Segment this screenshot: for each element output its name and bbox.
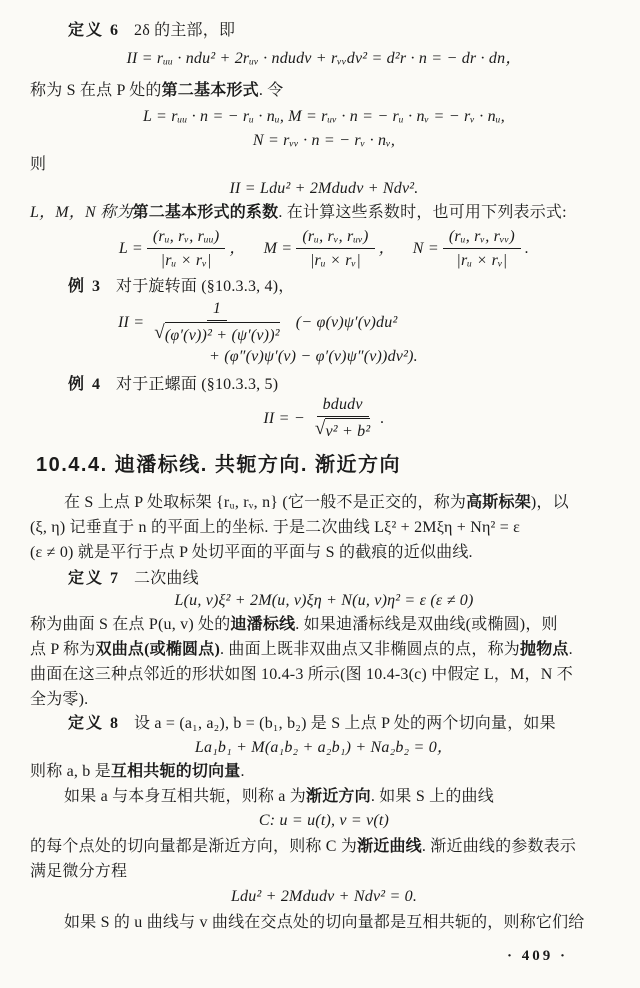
term-dupin-indicatrix: 迪潘标线 <box>230 616 296 633</box>
definition-6-label: 定义 6 <box>68 22 121 39</box>
fraction: bdudv √ v² + b² <box>309 394 377 442</box>
formula-N-coefficient: N = rᵥᵥ · n = − rᵥ · nᵥ, <box>252 132 396 149</box>
fraction: $\frac{\text{(rᵤ, rᵥ, rᵤᵤ)}}{\text{|rᵤ × rᵥ|}}$ <box>147 226 225 271</box>
definition-8-line <box>34 713 614 734</box>
term-conjugate-tangent-vectors: 互相共轭的切向量 <box>110 763 241 780</box>
term-coefficients: 第二基本形式的系数 <box>132 204 279 221</box>
definition-8-intro: 设 a = (a₁, a₂), b = (b₁, b₂) 是 S 上点 P 处的两个切向量，如果 <box>134 715 556 732</box>
definition-7-line <box>34 568 614 589</box>
definition-7-body-line3: 曲面在这三种点邻近的形状如图 10.4-3 所示(图 10.4-3(c) 中假定 L，M，N 不 <box>30 666 573 683</box>
asymptotic-curve-line1: 的每个点处的切向量都是渐近方向，则称 C 为渐近曲线. 渐近曲线的参数表示 <box>30 838 577 855</box>
definition-7-body-line1: 称为曲面 S 在点 P(u, v) 处的迪潘标线. 如果迪潘标线是双曲线(或椭圆)，则 <box>30 616 558 633</box>
definition-6-line <box>34 20 614 41</box>
fraction: 1 √ (φ′(v))² + (ψ′(v))² <box>148 298 285 346</box>
formula-surface-of-revolution: II = 1 √ (φ′(v))² + (ψ′(v))² (− φ(v)ψ′(v)du² <box>34 298 614 346</box>
definition-7-body-line2: 点 P 称为双曲点(或椭圆点). 曲面上既非双曲点又非椭圆点的点，称为抛物点. <box>30 641 573 658</box>
paragraph-coefficients: L，M，N 称为第二基本形式的系数. 在计算这些系数时，也可用下列表示式: <box>30 204 567 221</box>
term-asymptotic-curve: 渐近曲线 <box>357 838 422 855</box>
example-4-intro: 对于正螺面 (§10.3.3, 5) <box>116 376 279 393</box>
formula-M-determinant: M = $\frac{\text{(rᵤ, rᵥ, rᵤᵥ)}}{\text{|rᵤ × rᵥ|}}$ ， <box>264 226 395 271</box>
formula-L-M-coefficients: L = rᵤᵤ · n = − rᵤ · nᵤ, M = rᵤᵥ · n = − rᵤ · nᵥ = − rᵥ · nᵤ, <box>143 108 505 125</box>
definition-6-intro: 2δ 的主部，即 <box>134 22 236 39</box>
square-root: √ v² + b² <box>315 418 371 442</box>
formula-surface-of-revolution-line2: + (φ″(v)ψ′(v) − φ′(v)ψ″(v))dv²). <box>209 348 418 365</box>
example-3-line <box>34 276 614 297</box>
term-parabolic-point: 抛物点 <box>520 641 569 658</box>
example-4-line <box>34 374 614 395</box>
example-4-label: 例 4 <box>68 376 103 393</box>
fraction: $\frac{\text{(rᵤ, rᵥ, rᵤᵥ)}}{\text{|rᵤ × rᵥ|}}$ <box>296 226 374 271</box>
section-paragraph-line3: (ε ≠ 0) 就是平行于点 P 处切平面的平面与 S 的截痕的近似曲线. <box>30 544 473 561</box>
page-number: · 409 · <box>506 948 568 964</box>
formula-second-fundamental-form: II = rᵤᵤ · ndu² + 2rᵤᵥ · ndudv + rᵥᵥdv² = d²r · n = − dr · dn， <box>126 50 522 67</box>
definition-7-body-line4: 全为零). <box>30 691 89 708</box>
definition-8-body-line1: 则称 a, b 是互相共轭的切向量. <box>30 763 245 780</box>
term-asymptotic-direction: 渐近方向 <box>306 788 371 805</box>
fraction: $\frac{\text{(rᵤ, rᵥ, rᵥᵥ)}}{\text{|rᵤ × rᵥ|}}$ <box>443 226 521 271</box>
conjugate-net-line: 如果 S 的 u 曲线与 v 曲线在交点处的切向量都是互相共轭的，则称它们给 <box>64 914 585 931</box>
asymptotic-curve-line2: 满足微分方程 <box>30 863 128 880</box>
term-hyperbolic-elliptic-point: 双曲点(或椭圆点) <box>95 641 220 658</box>
example-3-label: 例 3 <box>68 278 103 295</box>
formula-curve-parametrization: C: u = u(t), v = v(t) <box>258 812 390 829</box>
formula-asymptotic-differential-equation: Ldu² + 2Mdudv + Ndv² = 0. <box>230 888 418 905</box>
square-root: √ (φ′(v))² + (ψ′(v))² <box>154 322 279 346</box>
formula-N-determinant: N = $\frac{\text{(rᵤ, rᵥ, rᵥᵥ)}}{\text{|rᵤ × rᵥ|}}$ . <box>413 226 529 271</box>
definition-7-label: 定义 7 <box>68 570 121 587</box>
section-paragraph-line1: 在 S 上点 P 处取标架 {rᵤ, rᵥ, n} (它一般不是正交的，称为高斯标架)，以 <box>64 494 569 511</box>
term-second-fundamental-form: 第二基本形式 <box>161 82 259 99</box>
formula-II-Ldu2: II = Ldu² + 2Mdudv + Ndv². <box>229 180 419 197</box>
term-gauss-frame: 高斯标架 <box>466 494 531 511</box>
section-heading-10-4-4: 10.4.4. 迪潘标线. 共轭方向. 渐近方向 <box>36 454 401 476</box>
formula-conjugate-condition: La₁b₁ + M(a₁b₂ + a₂b₁) + Na₂b₂ = 0， <box>194 739 454 756</box>
formula-L-determinant: L = $\frac{\text{(rᵤ, rᵥ, rᵤᵤ)}}{\text{|rᵤ × rᵥ|}}$ ， <box>119 226 246 271</box>
paragraph-second-fundamental-form: 称为 S 在点 P 处的第二基本形式. 令 <box>30 82 284 99</box>
example-3-intro: 对于旋转面 (§10.3.3, 4)， <box>116 278 295 295</box>
formula-helicoid: II = − bdudv √ v² + b² . <box>34 394 614 442</box>
asymptotic-direction-line: 如果 a 与本身互相共轭，则称 a 为渐近方向. 如果 S 上的曲线 <box>64 788 494 805</box>
formula-LMN-determinant-row <box>34 226 614 271</box>
radical-sign: √ <box>314 418 326 440</box>
definition-8-label: 定义 8 <box>68 715 121 732</box>
section-paragraph-line2: (ξ, η) 记垂直于 n 的平面上的坐标. 于是二次曲线 Lξ² + 2Mξη + Nη² = ε <box>30 519 521 536</box>
definition-7-intro: 二次曲线 <box>134 570 199 587</box>
radical-sign: √ <box>154 322 165 344</box>
then-word: 则 <box>30 156 47 173</box>
formula-dupin-indicatrix: L(u, v)ξ² + 2M(u, v)ξη + N(u, v)η² = ε (ε ≠ 0) <box>174 592 474 609</box>
